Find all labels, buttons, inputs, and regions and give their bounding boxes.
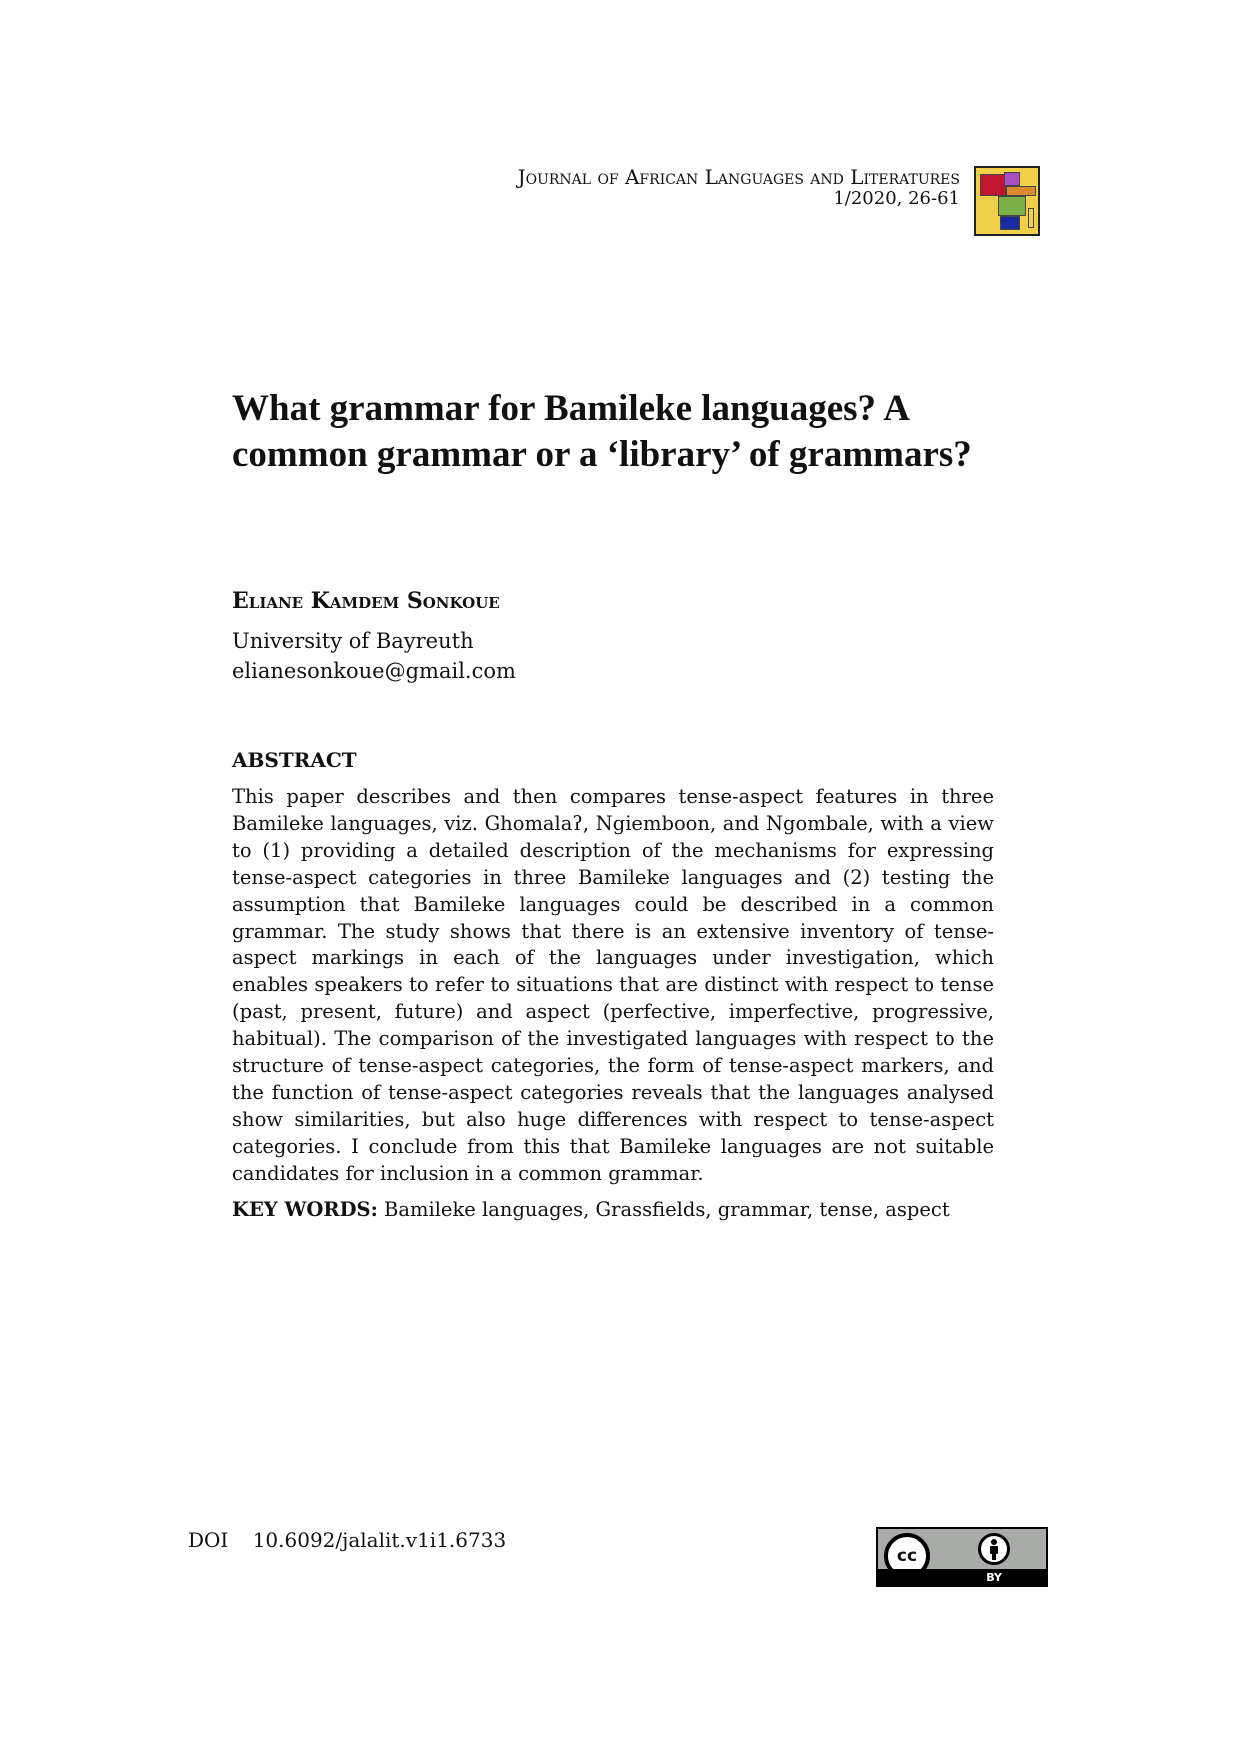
license-bar: [878, 1569, 1046, 1585]
keywords-label: KEY WORDS:: [232, 1198, 378, 1221]
doi-label: DOI: [188, 1528, 229, 1552]
journal-logo: [974, 166, 1040, 236]
journal-name: Journal of African Languages and Literatures: [517, 165, 960, 189]
author-name: Eliane Kamdem Sonkoue: [232, 588, 500, 614]
abstract-text: This paper describes and then compares tense-aspect features in three Bamileke languages, viz. Ghomalaʔ, Ngiemboon, and Ngombale, with a view to (1) providing a detailed description of the mechanisms for expressing tense-aspect categories in three Bamileke languages and (2) testing the assumption that Bamileke languages could be described in a common grammar. The study shows that there is an extensive inventory of tense-aspect markings in each of the languages under investigation, which enables speakers to refer to situations that are distinct with respect to tense (past, present, future) and aspect (perfective, imperfective, progressive, habitual). The comparison of the investigated languages with respect to the structure of tense-aspect categories, the form of tense-aspect markers, and the function of tense-aspect categories reveals that the languages analysed show similarities, but also huge differences with respect to tense-aspect categories. I conclude from this that Bamileke languages are not suitable candidates for inclusion in a common grammar.: [232, 785, 994, 1185]
abstract-heading: ABSTRACT: [232, 748, 357, 772]
doi-value[interactable]: 10.6092/jalalit.v1i1.6733: [252, 1528, 507, 1552]
journal-issue: 1/2020, 26-61: [833, 188, 960, 209]
cc-by-license-badge[interactable]: [876, 1527, 1048, 1587]
keywords: [232, 1196, 994, 1223]
author-email[interactable]: elianesonkoue@gmail.com: [232, 659, 516, 683]
journal-header: [380, 166, 960, 210]
by-label: BY: [986, 1571, 1002, 1584]
cc-icon: cc: [884, 1533, 930, 1579]
doi-line: [188, 1528, 506, 1552]
attribution-icon: [978, 1533, 1010, 1565]
article-title: What grammar for Bamileke languages? A common grammar or a ‘library’ of grammars?: [232, 388, 972, 475]
author-affiliation-block: [232, 626, 516, 686]
keywords-list: Bamileke languages, Grassfields, grammar, tense, aspect: [384, 1198, 950, 1221]
author-affiliation: University of Bayreuth: [232, 629, 474, 653]
